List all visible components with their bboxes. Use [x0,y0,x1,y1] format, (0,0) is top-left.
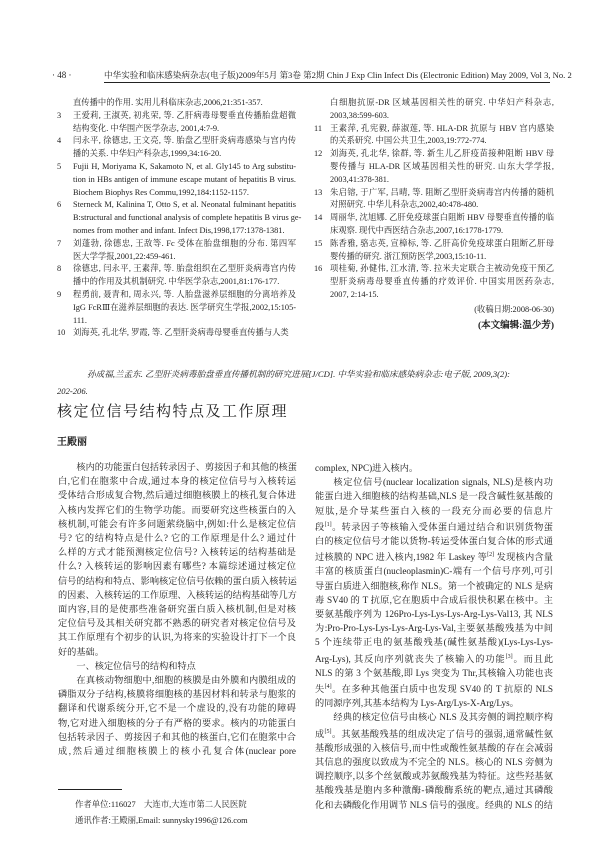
reference-item [314,238,554,264]
text-line [315,650,553,666]
article-title: 核定位信号结构特点及工作原理 [57,404,289,420]
text-line: 导蛋白质进入细胞核,称作 NLS。第一个被确定的 NLS 是病 [315,580,553,591]
text-line: 受体结合形成复合物,然后通过细胞核膜上的核孔复合体进 [58,490,296,501]
text-line: 号? 它的结构特点是什么? 它的工作原理是什么? 通过什 [58,533,296,544]
reference-number: 12 [314,149,323,159]
text-line: 为:Pro-Pro-Lys-Lys-Lys-Arg-Lys-Val,主要氨基酸残基为中间 [315,623,553,634]
text-line: 白,它们在胞浆中合成,通过本身的核定位信号与入核转运 [58,476,296,487]
text-line: Biochem Biophys Res Commu,1992,184:1152-1157. [73,187,249,197]
text-line: 入核内发挥它们的生物学功能。而要研究这些核蛋白的入 [58,504,296,515]
text-segment: 过核膜的 NPC 进入核内,1982 年 Laskey 等 [315,552,488,563]
text-line: 的关系研究. 中国公共卫生,2003,19:772-774. [330,136,487,146]
text-line: 信号的结构和特点、影响核定位信号依赖的蛋白质入核转运 [58,575,297,586]
text-line: nomes from mother and infant. Infect Dis,1998,177:1378-1381. [73,225,285,235]
text-line: 能蛋白进入细胞核的结构基础,NLS 是一段含碱性氨基酸的 [315,491,553,502]
text-line: 婴传播的研究. 浙江预防医学,2003,15:10-11. [330,251,487,261]
author-affiliation: 作者单位:116027 大连市,大连市第二人民医院 [75,800,247,809]
text-line: 翻译和代谢系统分开,它不是一个虚设的,没有功能的障碍 [58,703,296,714]
text-line: 王爱莉, 王淑英, 初兆荣, 等. 乙肝病毒母婴垂直传播胎盘超微 [73,110,296,120]
paragraph [315,461,553,475]
text-line: tion in HBs antigen of immune escape mutant of hepatitis B virus. [73,174,296,184]
reference-item [314,148,554,186]
text-line: 播的关系. 中华妇产科杂志,1999,34:16-20. [73,149,222,159]
text-line: 型肝炎病毒母婴垂直传播的疗效评价. 中国实用医药杂志, [330,277,554,287]
reference-item [57,289,296,327]
text-line: 白细胞抗原-DR 区域基因相关性的研究. 中华妇产科杂志, [330,98,554,107]
reference-item [314,187,554,213]
text-line: 徐德忠, 闫永平, 王素萍, 等. 胎盘组织在乙型肝炎病毒宫内传 [73,264,296,274]
text-line: 刘蓬勃, 徐德忠, 王敌等. Fc 受体在胎盘细胞的分布. 第四军 [73,238,296,248]
text-line: 闫永平, 徐德忠, 王文亮, 等. 胎盘乙型肝炎病毒感染与宫内传 [73,136,296,146]
corresponding-author: 通讯作者:王殿丽,Email: sunnysky1996@126.com [75,816,248,825]
text-line: 对照研究. 中华儿科杂志,2002,40:478-480. [330,200,479,210]
reference-item [57,238,296,264]
article-author: 王殿丽 [57,437,87,448]
text-line: 包括转录因子、剪接因子和其他的核蛋白,它们在胞浆中合 [58,731,296,742]
text-line: B:structural and functional analysis of complete hepatitis B virus ge- [73,213,302,223]
reference-number: 10 [57,328,66,338]
reference-number: 3 [57,110,62,120]
reference-number: 5 [57,161,62,171]
text-line: 的因素、入核转运的工作原理、入核转运的结构基础等几方 [58,589,297,600]
text-line: 2003,41:378-381. [330,174,389,184]
text-segment: 失 [315,684,325,695]
text-line: complex, NPC)进入核内。 [315,463,419,473]
text-line: 朱启镕, 于广军, 吕晴, 等. 阻断乙型肝炎病毒宫内传播的随机 [330,187,554,197]
text-line: Sterneck M, Kalinina T, Otto S, et al. Neonatal fulminant hepatitis [73,200,296,210]
reference-number: 16 [314,264,323,274]
text-line: 定位信号及其相关研究都不熟悉的研究者对核定位信号及 [58,618,296,629]
text-line: 5 个连续带正电的氨基酸残基(碱性氨基酸)(Lys-Lys-Lys- [315,637,553,648]
text-line: 毒 SV40 的 T 抗原,它在胞质中合成后很快积累在核中。主 [315,594,553,605]
reference-item [57,161,296,199]
paragraph [315,475,553,710]
reference-number: 7 [57,238,62,248]
text-line: 核定位信号(nuclear localization signals, NLS)是核内功 [333,477,553,488]
text-line: 其工作原理有个初步的认识,为将来的实验设计打下一个良 [58,632,296,643]
paragraph [58,460,296,659]
text-line: 项桂菊, 孙健伟, 江水清, 等. 拉米夫定联合主被动免疫干预乙 [330,264,554,274]
reference-list-left [57,97,302,340]
reference-number: 4 [57,136,62,146]
text-line: 陈香雅, 骆志英, 宣樟标, 等. 乙肝高价免疫球蛋白阻断乙肝母 [330,238,554,248]
text-line: 一、核定位信号的结构和特点 [76,660,196,671]
text-line: 床观察. 现代中西医结合杂志,2007,16:1778-1779. [330,225,504,235]
reference-number: 9 [57,289,62,299]
text-line: 成,然后通过细胞核膜上的核小孔复合体(nuclear pore [58,746,296,757]
text-line: 调控顺序,以多个丝氨酸或苏氨酸残基为特征。这些羟基氨 [315,771,553,782]
text-line: 的同源序列,其基本结构为 Lys-Arg/Lys-X-Arg/Lys。 [315,698,519,709]
page-number: · 48 · [52,70,72,80]
text-line [315,548,553,564]
text-line: 基酸形成强的入核信号,而中性或酸性氨基酸的存在会减弱 [315,742,553,753]
reference-number: 8 [57,264,62,274]
received-date: (收稿日期:2008-06-30) [474,304,554,314]
text-segment: 。在多种其他蛋白质中也发现 SV40 的 T 抗原的 NLS [331,684,554,695]
paragraph [58,673,296,758]
citation-superscript: [5] [324,728,332,735]
text-segment: 成 [315,728,325,739]
text-line: 经典的核定位信号由核心 NLS 及其旁侧的调控顺序构 [333,712,553,723]
reference-number: 13 [314,187,323,197]
text-line: 物,它对进入细胞核的分子有严格的要求。核内的功能蛋白 [58,717,296,728]
reference-number: 14 [314,213,323,223]
footnotes [75,797,248,829]
reference-number: 15 [314,238,323,248]
paragraph [58,659,296,673]
text-line: 核机制,可能会有许多问题萦绕脑中,例如:什么是核定位信 [58,518,296,529]
text-line: 核内的功能蛋白包括转录因子、剪接因子和其他的核蛋 [76,462,297,472]
text-line: 么样的方式才能预测核定位信号? 入核转运的结构基础是 [58,547,296,558]
citation-block [57,366,553,400]
reference-item [314,123,554,149]
text-line: 要氨基酸序列为 126Pro-Lys-Lys-Lys-Arg-Lys-Val13, 其 NLS [315,609,553,620]
text-line: 直传播中的作用. 实用儿科临床杂志,2006,21:351-357. [73,98,263,107]
text-line: 面内容,目的是使那些准备研究蛋白质入核机制,但是对核 [58,604,296,615]
text-line: Fujii H, Moriyama K, Sakamoto N, et al. Gly145 to Arg substitu- [73,161,296,171]
reference-item [57,199,302,237]
text-line: 其信息的强度以致成为不完全的 NLS。核心的 NLS 旁侧为 [315,757,553,768]
text-line: 基酸残基是胞内多种激酶-磷酸酶系统的靶点,通过其磷酸 [315,785,553,796]
text-segment: 。其氨基酸残基的组成决定了信号的强弱,通常碱性氨 [331,728,553,739]
reference-list-right-items [314,97,554,302]
text-segment: 。而且此 [512,653,554,664]
text-line: 孙成福,兰孟东. 乙型肝炎病毒胎盘垂直传播机制的研究进展[J/CD]. 中华实验和临床感染病杂志:电子版, 2009,3(2): [87,369,510,379]
citation-superscript: [3] [505,653,513,660]
text-line: 化和去磷酸化作用调节 NLS 信号的强度。经典的 NLS 的结 [315,799,553,810]
reference-item [57,97,296,110]
text-line [315,725,553,741]
text-line: 丰富的核质蛋白(nucleoplasmin)C-端有一个信号序列,可引 [315,566,553,577]
text-segment: 发现核内含量 [494,552,553,563]
reference-item [57,110,296,136]
text-line: 程勇前, 聂青和, 周永兴, 等. 人胎盘滋养层细胞的分离培养及 [73,289,296,299]
text-line: 刘海英, 孔北华, 罗霞, 等. 乙型肝炎病毒母婴垂直传播与人类 [73,328,289,338]
text-line: 婴传播与 HLA-DR 区域基因相关性的研究. 山东大学学报, [330,161,554,171]
text-line [315,518,553,534]
text-segment: 段 [315,521,325,532]
text-segment: 。转录因子等核输入受体蛋白通过结合和识别货物蛋 [331,521,553,532]
body-column-left [58,460,296,758]
text-line: 好的基础。 [58,646,104,657]
text-line: 播中的作用及其机制研究. 中华医学杂志,2001,81:176-177. [73,277,280,287]
text-line [315,680,553,696]
reference-item [57,263,296,289]
text-line: 医大学学报,2001,22:459-461. [73,251,176,261]
text-line: NLS 的第 3 个氨基酸,即 Lys 突变为 Thr,其核输入功能也丧 [315,667,553,678]
text-line: 2003,38:599-603. [330,110,389,120]
text-line: 磷脂双分子结构,核膜将细胞核的基因材料和转录与胞浆的 [58,689,296,700]
text-line: 王素萍, 孔宪毅, 薛淑莲, 等. HLA-DR 抗原与 HBV 宫内感染 [330,123,554,133]
reference-item [57,135,296,161]
text-line: 结构变化. 中华围产医学杂志, 2001,4:7-9. [73,123,220,133]
citation-superscript: [1] [324,521,332,528]
reference-item [314,212,554,238]
citation-superscript: [4] [324,684,332,691]
text-line: 2007, 2:14-15. [330,289,379,299]
body-column-right [315,461,553,812]
reference-item [57,327,296,340]
editor-credit: (本文编辑:温少芳) [478,320,554,331]
text-line: 202-206. [57,386,88,396]
footnote-divider [58,789,122,790]
reference-list-right [314,97,554,335]
reference-item [314,97,554,123]
citation-superscript: [2] [487,552,495,559]
reference-item [314,263,554,301]
reference-number: 6 [57,200,62,210]
text-line: 111. [73,315,87,325]
text-line: 什么? 入核转运的影响因素有哪些? 本篇综述通过核定位 [58,561,296,572]
text-line: 在真核动物细胞中,细胞的核膜是由外膜和内膜组成的 [76,675,296,686]
text-line: 白的核定位信号才能以货物-转运受体蛋白复合体的形式通 [315,536,553,547]
paragraph [315,710,553,811]
journal-running-header: 中华实验和临床感染病杂志(电子版)2009年5月 第3卷 第2期 Chin J Exp Clin Infect Dis (Electronic Edition) May 2009, Vol 3, No. 2 [104,69,550,83]
text-segment: Arg-Lys), 其反向序列就丧失了核输入的功能 [315,653,506,664]
text-line: 周丽华, 沈旭娜. 乙肝免疫球蛋白阻断 HBV 母婴垂直传播的临 [330,213,554,223]
text-line: 刘海英, 孔北华, 徐群, 等. 新生儿乙肝疫苗接种阻断 HBV 母 [330,149,554,159]
text-line: 短肽,是介导某些蛋白入核的一段充分而必要的信息片 [315,505,553,516]
text-line: IgG FcRⅢ在滋养层细胞的表达. 医学研究生学报,2002,15:105- [73,302,296,312]
reference-number: 11 [314,123,322,133]
